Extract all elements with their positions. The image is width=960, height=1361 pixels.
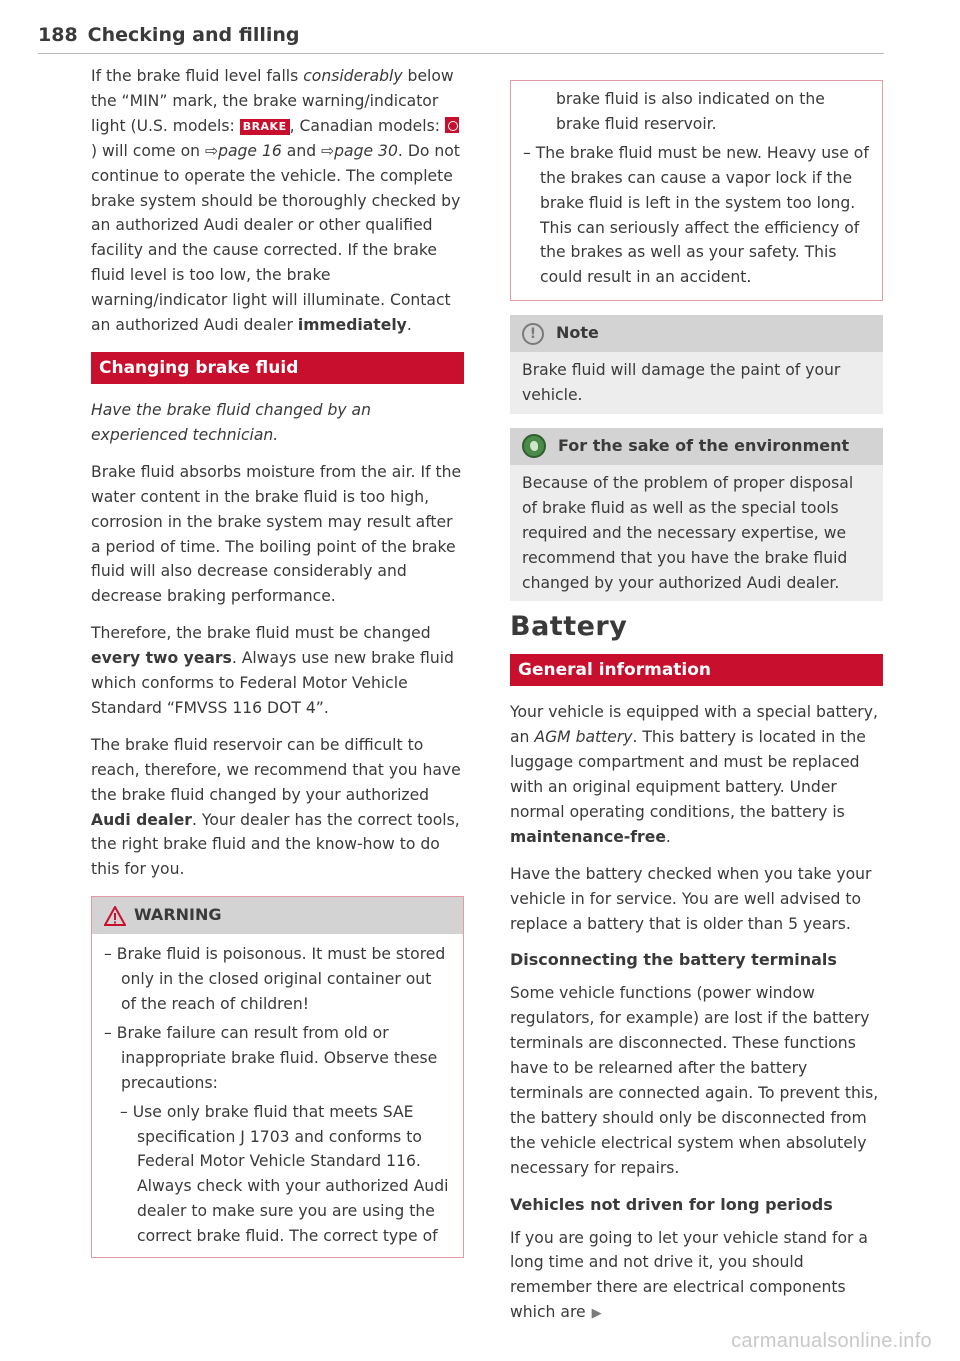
changing-brake-fluid-heading: Changing brake fluid [91, 352, 464, 384]
service-paragraph: Have the battery checked when you take your vehicle in for service. You are well advised to replace a battery that is older than 5 years. [510, 864, 872, 933]
continue-arrow-icon: ▶ [591, 1306, 602, 1322]
reservoir-paragraph: The brake fluid reservoir can be difficult to reach, therefore, we recommend that you have the brake fluid changed by your authorized Audi dealer. Your dealer has the correct tools, the right brake fluid and the know-how to do this for you. [91, 735, 461, 879]
brake-warning-badge: BRAKE [240, 119, 290, 135]
warning-item: – Brake failure can result from old or inappropriate brake fluid. Observe these precautions: [104, 1023, 438, 1092]
reference-arrow-icon: ⇨ [204, 141, 219, 160]
reference-arrow-icon: ⇨ [321, 141, 335, 160]
agm-paragraph: Your vehicle is equipped with a special battery, an AGM battery. This battery is located in the luggage compartment and must be replaced with an original equipment battery. Under normal operating conditions, the battery is maintenance-free. [510, 703, 878, 846]
disconnecting-paragraph: Some vehicle functions (power window regulators, for example) are lost if the battery terminals are disconnected. These functions have to be relearned after the battery terminals are connected again. To prevent this, the battery should only be disconnected from the vehicle electrical system when absolutely necessary for repairs. [510, 984, 879, 1177]
warning-subitem: – Use only brake fluid that meets SAE specification J 1703 and conforms to Federal Motor Vehicle Standard 116. Always check with your authorized Audi dealer to make sure you are using the correct brake fluid. The correct type of [120, 1102, 449, 1246]
page-header [38, 24, 884, 54]
watermark: carmanualsonline.info [731, 1330, 932, 1352]
vehicles-not-driven-heading: Vehicles not driven for long periods [510, 1194, 833, 1214]
right-column [510, 80, 883, 1339]
brake-circle-badge [445, 117, 459, 133]
page-ref-link[interactable]: page 16 [218, 141, 282, 160]
intro-paragraph: Have the brake fluid changed by an experienced technician. [91, 400, 371, 444]
section-title: Checking and filling [87, 24, 300, 46]
battery-title: Battery [510, 611, 628, 643]
page-ref-link[interactable]: page 30 [334, 141, 398, 160]
brake-fluid-level-paragraph: If the brake fluid level falls considerably below the “MIN” mark, the brake warning/indicator light (U.S. models: BRAKE , Canadian models: ) will come on ⇨page 16 and ⇨page 30. Do not continue to operate the vehicle. The complete brake system should be thoroughly checked by an authorized Audi dealer or other qualified facility and the cause corrected. If the brake fluid level is too low, the brake warning/indicator light will illuminate. Contact an authorized Audi dealer immediately. [91, 67, 461, 335]
warning-title: WARNING [92, 897, 463, 934]
moisture-paragraph: Brake fluid absorbs moisture from the air. If the water content in the brake fluid is too high, corrosion in the brake system may result after a period of time. The boiling point of the brake fluid will also decrease considerably and decrease braking performance. [91, 462, 462, 606]
warning-item: – The brake fluid must be new. Heavy use of the brakes can cause a vapor lock if the brake fluid is left in the system too long. This can seriously affect the efficiency of the brakes as well as your safety. This could result in an accident. [523, 143, 869, 287]
disconnecting-heading: Disconnecting the battery terminals [510, 950, 837, 970]
environment-box [510, 428, 883, 601]
long-periods-paragraph: If you are going to let your vehicle stand for a long time and not drive it, you should remember there are electrical components which are ▶ [510, 1226, 883, 1328]
two-years-paragraph: Therefore, the brake fluid must be changed every two years. Always use new brake fluid which conforms to Federal Motor Vehicle Standard “FMVSS 116 DOT 4”. [91, 624, 454, 717]
warning-box-continued [510, 80, 883, 301]
note-box [510, 315, 883, 414]
environment-body: Because of the problem of proper disposal of brake fluid as well as the special tools required and the necessary expertise, we recommend that you have the brake fluid changed by your authorized Audi dealer. [522, 473, 854, 592]
page-number: 188 [38, 24, 78, 46]
warning-triangle-icon [104, 906, 126, 926]
note-title: ! Note [510, 315, 883, 352]
warning-subitem-cont: brake fluid is also indicated on the brake fluid reservoir. [556, 90, 825, 133]
left-column [91, 64, 464, 1270]
exclamation-circle-icon: ! [522, 323, 544, 345]
note-body: Brake fluid will damage the paint of your vehicle. [522, 361, 841, 405]
environment-title: For the sake of the environment [510, 428, 883, 465]
environment-leaf-icon [522, 434, 546, 458]
warning-box [91, 896, 464, 1258]
general-information-heading: General information [510, 654, 883, 686]
warning-item: – Brake fluid is poisonous. It must be stored only in the closed original container out of the reach of children! [104, 945, 446, 1013]
